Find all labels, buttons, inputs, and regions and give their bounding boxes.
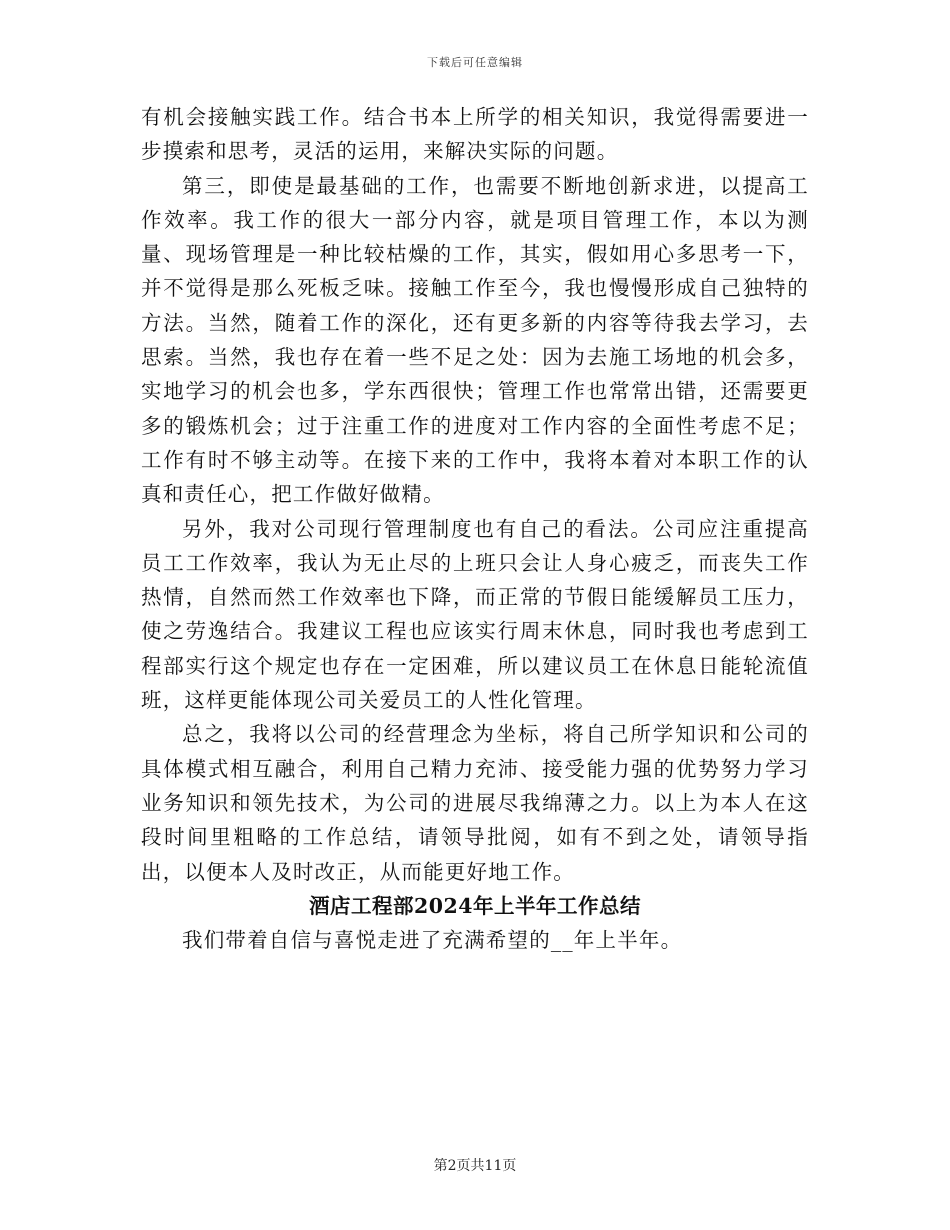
- paragraph-intro: 我们带着自信与喜悦走进了充满希望的__年上半年。: [182, 928, 683, 953]
- section-title: 酒店工程部2024年上半年工作总结: [308, 893, 642, 918]
- paragraph-continuation: 有机会接触实践工作。结合书本上所学的相关知识，我觉得需要进一步摸索和思考，灵活的运用，来解决实际的问题。: [141, 105, 809, 164]
- paragraph-third-point: 第三，即使是最基础的工作，也需要不断地创新求进，以提高工作效率。我工作的很大一部分内容，就是项目管理工作，本以为测量、现场管理是一种比较枯燥的工作，其实，假如用心多思考一下，并不觉得是那么死板乏味。接触工作至今，我也慢慢形成自己独特的方法。当然，随着工作的深化，还有更多新的内容等待我去学习，去思索。当然，我也存在着一些不足之处：因为去施工场地的机会多，实地学习的机会也多，学东西很快；管理工作也常常出错，还需要更多的锻炼机会；过于注重工作的进度对工作内容的全面性考虑不足；工作有时不够主动等。在接下来的工作中，我将本着对本职工作的认真和责任心，把工作做好做精。: [141, 173, 809, 507]
- page-header: 下载后可任意编辑: [427, 56, 523, 69]
- page-number-footer: 第2页共11页: [433, 1158, 517, 1174]
- document-body: [141, 100, 809, 957]
- paragraph-conclusion: 总之，我将以公司的经营理念为坐标，将自己所学知识和公司的具体模式相互融合，利用自己精力充沛、接受能力强的优势努力学习业务知识和领先技术，为公司的进展尽我绵薄之力。以上为本人在这段时间里粗略的工作总结，请领导批阅，如有不到之处，请领导指出，以便本人及时改正，从而能更好地工作。: [141, 722, 809, 884]
- paragraph-management-opinion: 另外，我对公司现行管理制度也有自己的看法。公司应注重提高员工工作效率，我认为无止尽的上班只会让人身心疲乏，而丧失工作热情，自然而然工作效率也下降，而正常的节假日能缓解员工压力，使之劳逸结合。我建议工程也应该实行周末休息，同时我也考虑到工程部实行这个规定也存在一定困难，所以建议员工在休息日能轮流值班，这样更能体现公司关爱员工的人性化管理。: [141, 516, 809, 713]
